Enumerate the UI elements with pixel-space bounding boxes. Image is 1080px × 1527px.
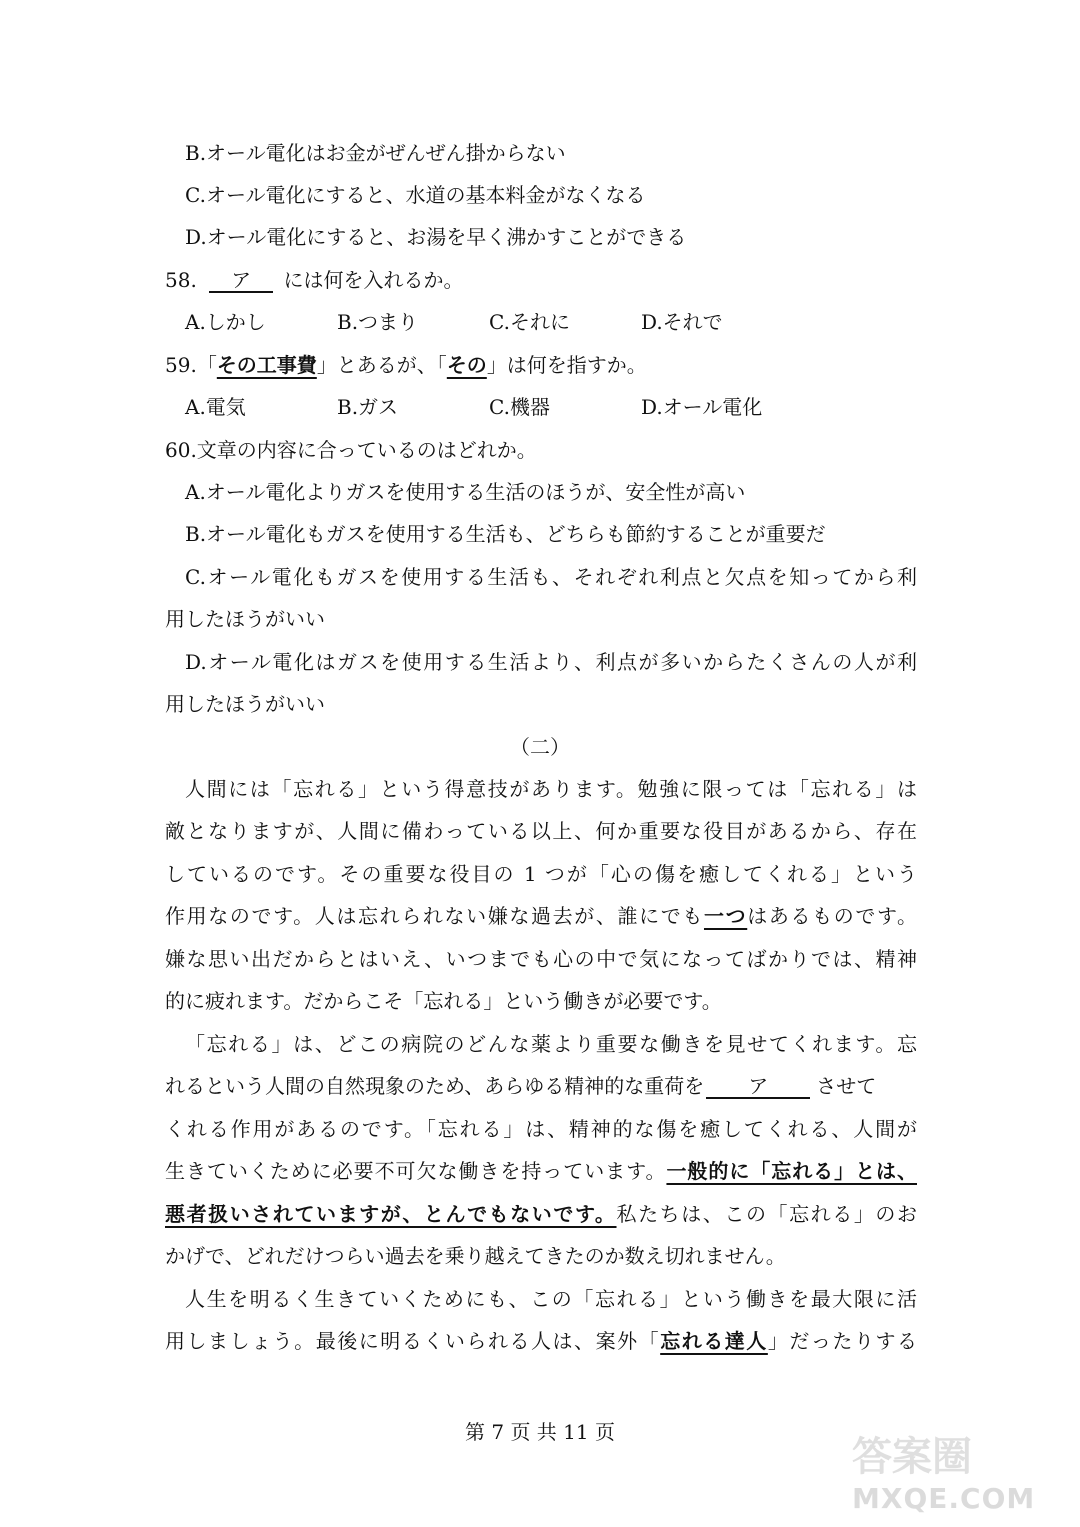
underlined-phrase-wasureru-tatsujin: 忘れる達人	[660, 1329, 768, 1353]
q60-option-a: A.オール電化よりガスを使用する生活のほうが、安全性が高い	[185, 480, 746, 504]
q57-option-d: D.オール電化にすると、お湯を早く沸かすことができる	[185, 225, 687, 249]
underlined-sentence-part1: 一般的に「忘れる」とは、	[666, 1159, 917, 1183]
passage-p1-line3: しているのです。その重要な役目の 1 つが「心の傷を癒してくれる」という	[165, 862, 917, 886]
q58-option-a: A.しかし	[185, 310, 266, 334]
passage-p2-line5	[165, 1200, 917, 1228]
q60-option-d-line1: D.オール電化はガスを使用する生活より、利点が多いからたくさんの人が利	[185, 650, 917, 674]
passage-text: 作用なのです。人は忘れられない嫌な過去が、誰にでも	[165, 904, 704, 928]
q58-option-c: C.それに	[489, 310, 570, 334]
watermark-top-text: 答案圈	[852, 1434, 972, 1480]
q59-question-end: 」は何を指すか。	[486, 353, 647, 377]
passage-text: れるという人間の自然現象のため、あらゆる精神的な重荷を	[165, 1074, 705, 1098]
watermark-logo	[852, 1425, 1052, 1515]
underlined-sentence-part2: 悪者扱いされていますが、とんでもないです。	[165, 1202, 617, 1226]
q60-option-c-line1: C.オール電化もガスを使用する生活も、それぞれ利点と欠点を知ってから利	[185, 565, 917, 589]
q58-number: 58.	[165, 268, 197, 292]
passage-p1-line5: 嫌な思い出だからとはいえ、いつまでも心の中で気になってばかりでは、精神	[165, 947, 917, 971]
q57-option-c: C.オール電化にすると、水道の基本料金がなくなる	[185, 183, 646, 207]
q57-option-b: B.オール電化はお金がぜんぜん掛からない	[185, 141, 566, 165]
watermark-url-text: MXQE.COM	[852, 1482, 1036, 1515]
passage-p1-line2: 敵となりますが、人間に備わっている以上、何か重要な役目があるから、存在	[165, 819, 917, 843]
passage-p1-line6: 的に疲れます。だからこそ「忘れる」という働きが必要です。	[165, 989, 722, 1013]
q60-option-d-line2: 用したほうがいい	[165, 692, 325, 716]
passage-text: 用しましょう。最後に明るくいられる人は、案外「	[165, 1329, 661, 1353]
passage-p2-line1: 「忘れる」は、どこの病院のどんな薬より重要な働きを見せてくれます。忘	[185, 1032, 917, 1056]
passage-blank-a: ア	[706, 1075, 810, 1099]
q59-option-c: C.機器	[489, 395, 550, 419]
q59-option-b: B.ガス	[337, 395, 399, 419]
passage-p2-line3: くれる作用があるのです。「忘れる」は、精神的な傷を癒してくれる、人間が	[165, 1117, 917, 1141]
q58-option-d: D.それで	[641, 310, 723, 334]
passage-p3-line2	[165, 1327, 917, 1355]
q59-underlined-word: その	[446, 353, 487, 377]
passage-p1-line4	[165, 902, 917, 930]
passage-p1-line1: 人間には「忘れる」という得意技があります。勉強に限っては「忘れる」は	[185, 777, 917, 801]
passage-p2-line6: かげで、どれだけつらい過去を乗り越えてきたのか数え切れません。	[165, 1244, 786, 1268]
passage-text: 私たちは、この「忘れる」のお	[616, 1202, 918, 1226]
q59-open-bracket: 「	[196, 353, 217, 377]
q59-number: 59.	[165, 353, 197, 377]
page-number: 第 7 页 共 11 页	[465, 1420, 615, 1444]
passage-p2-line4	[165, 1157, 917, 1185]
passage-p3-line1: 人生を明るく生きていくためにも、この「忘れる」という働きを最大限に活	[185, 1287, 917, 1311]
q60-stem: 60.文章の内容に合っているのはどれか。	[165, 438, 537, 462]
section-title: （二）	[510, 735, 570, 759]
passage-p2-line2	[165, 1072, 876, 1100]
q59-underlined-phrase: その工事費	[216, 353, 317, 377]
q59-middle-text: 」とあるが、「	[316, 353, 447, 377]
passage-text: 」だったりする	[767, 1329, 918, 1353]
q60-option-b: B.オール電化もガスを使用する生活も、どちらも節約することが重要だ	[185, 522, 826, 546]
q59-option-a: A.電気	[185, 395, 246, 419]
q59-stem	[165, 351, 647, 379]
passage-text: はあるものです。	[747, 904, 917, 928]
q59-option-d: D.オール電化	[641, 395, 763, 419]
underlined-word-hitotsu: 一つ	[703, 904, 748, 928]
q58-stem	[165, 266, 464, 294]
q58-option-b: B.つまり	[337, 310, 419, 334]
q60-option-c-line2: 用したほうがいい	[165, 607, 325, 631]
passage-text: させて	[816, 1074, 877, 1098]
q58-blank: ア	[209, 269, 273, 293]
passage-text: 生きていくために必要不可欠な働きを持っています。	[165, 1159, 667, 1183]
q58-question: には何を入れるか。	[283, 268, 464, 292]
